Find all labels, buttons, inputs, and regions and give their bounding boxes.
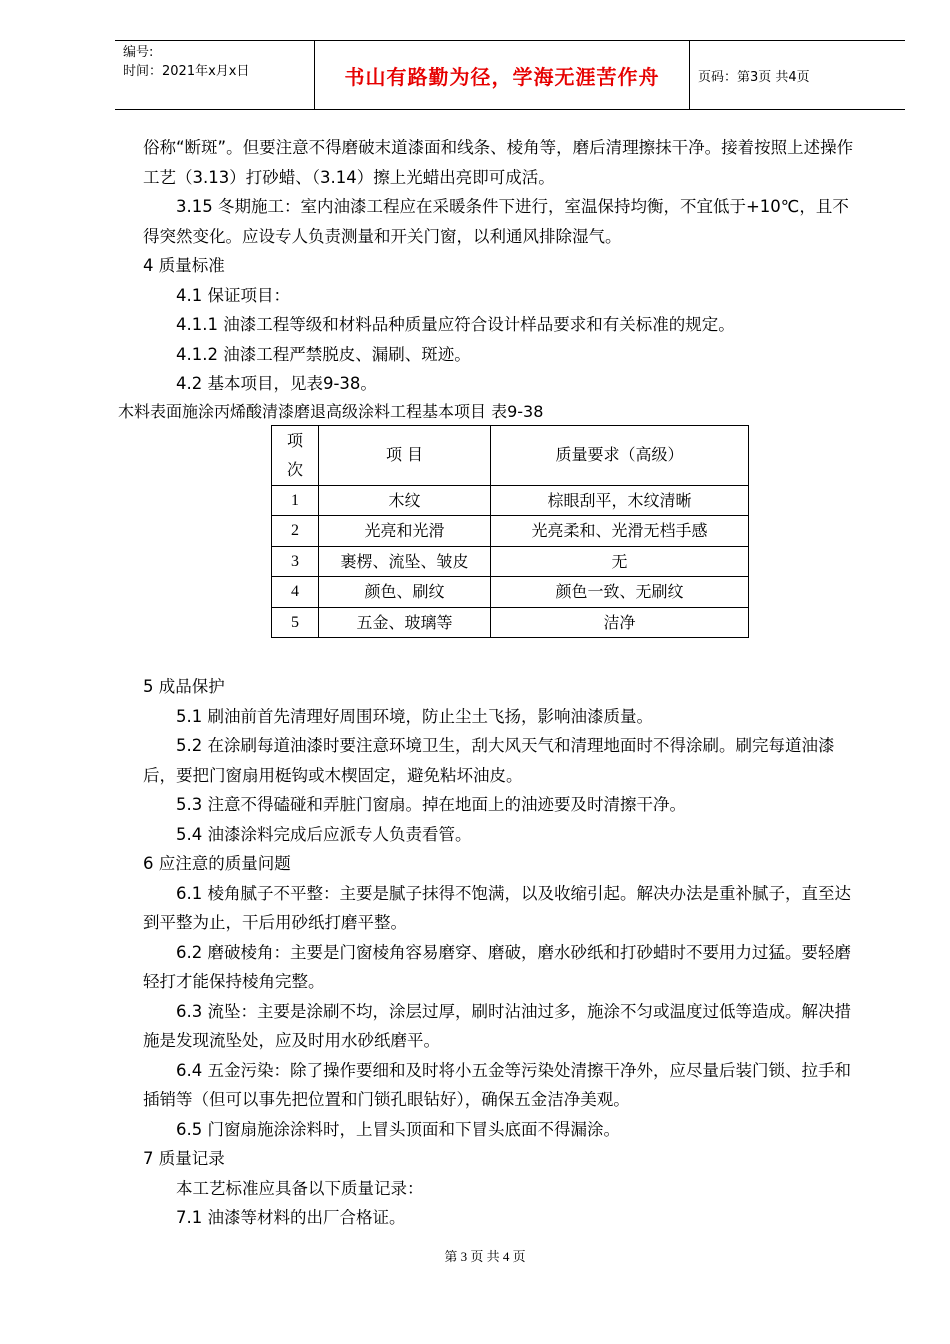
cell-item: 裹楞、流坠、皱皮 [319, 546, 491, 577]
table-row [272, 485, 749, 516]
paragraph: 6.1 棱角腻子不平整：主要是腻子抹得不饱满，以及收缩引起。解决办法是重补腻子，直至达到平整为止，干后用砂纸打磨平整。 [143, 883, 851, 932]
paragraph: 6.4 五金污染：除了操作要细和及时将小五金等污染处清擦干净外，应尽量后装门锁、拉手和插销等（但可以事先把位置和门锁孔眼钻好），确保五金洁净美观。 [143, 1060, 851, 1109]
paragraph: 俗称“断斑”。但要注意不得磨破末道漆面和线条、棱角等，磨后清理擦抹干净。接着按照上述操作工艺（3.13）打砂蜡、（3.14）擦上光蜡出亮即可成活。 [143, 138, 854, 187]
quality-table [271, 425, 749, 639]
paragraph: 3.15 冬期施工：室内油漆工程应在采暖条件下进行，室温保持均衡，不宜低于+10℃，且不得突然变化。应设专人负责测量和开关门窗，以利通风排除湿气。 [143, 197, 849, 246]
time-label: 时间：2021年x月x日 [123, 64, 250, 79]
paragraph: 6.3 流坠：主要是涂刷不均，涂层过厚，刷时沾油过多，施涂不匀或温度过低等造成。解决措施是发现流坠处，应及时用水砂纸磨平。 [143, 1001, 851, 1050]
table-row [272, 577, 749, 608]
paragraph: 5.1 刷油前首先清理好周围环境，防止尘土飞扬，影响油漆质量。 [176, 706, 653, 726]
paragraph: 6.5 门窗扇施涂涂料时，上冒头顶面和下冒头底面不得漏涂。 [176, 1119, 620, 1139]
section-heading: 4 质量标准 [143, 256, 225, 275]
paragraph: 4.2 基本项目，见表9-38。 [176, 374, 377, 393]
cell-item: 木纹 [319, 485, 491, 516]
cell-req: 棕眼刮平，木纹清晰 [491, 485, 749, 516]
table-caption: 木料表面施涂丙烯酸清漆磨退高级涂料工程基本项目 表9-38 [118, 401, 544, 421]
paragraph: 4.1.2 油漆工程严禁脱皮、漏刷、斑迹。 [176, 344, 471, 364]
header-motto: 书山有路勤为径，学海无涯苦作舟 [315, 41, 690, 109]
paragraph: 6.2 磨破棱角：主要是门窗棱角容易磨穿、磨破，磨水砂纸和打砂蜡时不要用力过猛。要轻磨轻打才能保持棱角完整。 [143, 942, 851, 991]
paragraph: 7.1 油漆等材料的出厂合格证。 [176, 1208, 406, 1227]
section-heading: 5 成品保护 [143, 677, 225, 696]
table-row [272, 607, 749, 638]
document-body [118, 133, 863, 1233]
header-cell-req: 质量要求（高级） [491, 425, 749, 485]
paragraph: 4.1.1 油漆工程等级和材料品种质量应符合设计样品要求和有关标准的规定。 [176, 315, 735, 334]
page-header [115, 40, 905, 110]
serial-label: 编号: [123, 45, 154, 60]
header-no-line2: 次 [286, 460, 303, 479]
paragraph: 5.3 注意不得磕碰和弄脏门窗扇。掉在地面上的油迹要及时清擦干净。 [176, 795, 686, 814]
table-row [272, 516, 749, 547]
table-row [272, 546, 749, 577]
header-cell-no [272, 425, 319, 485]
header-meta [115, 41, 315, 109]
cell-item: 颜色、刷纹 [319, 577, 491, 608]
paragraph: 5.4 油漆涂料完成后应派专人负责看管。 [176, 824, 472, 844]
cell-no: 1 [272, 485, 319, 516]
spacer [143, 638, 863, 672]
cell-req: 洁净 [491, 607, 749, 638]
header-page-info: 页码：第3页 共4页 [698, 69, 810, 85]
cell-no: 2 [272, 516, 319, 547]
cell-req: 颜色一致、无刷纹 [491, 577, 749, 608]
cell-item: 五金、玻璃等 [319, 607, 491, 638]
paragraph: 5.2 在涂刷每道油漆时要注意环境卫生，刮大风天气和清理地面时不得涂刷。刷完每道油漆后，要把门窗扇用梃钩或木楔固定，避免粘坏油皮。 [143, 736, 835, 785]
page-footer: 第 3 页 共 4 页 [444, 1249, 526, 1264]
header-cell-item: 项 目 [319, 425, 491, 485]
section-heading: 7 质量记录 [143, 1149, 225, 1168]
cell-no: 5 [272, 607, 319, 638]
cell-no: 4 [272, 577, 319, 608]
cell-no: 3 [272, 546, 319, 577]
cell-item: 光亮和光滑 [319, 516, 491, 547]
paragraph: 4.1 保证项目： [176, 285, 290, 305]
section-heading: 6 应注意的质量问题 [143, 854, 291, 873]
table-header-row [272, 425, 749, 485]
cell-req: 光亮柔和、光滑无档手感 [491, 516, 749, 547]
cell-req: 无 [491, 546, 749, 577]
paragraph: 本工艺标准应具备以下质量记录： [176, 1178, 424, 1198]
header-no-line1: 项 [286, 430, 303, 450]
